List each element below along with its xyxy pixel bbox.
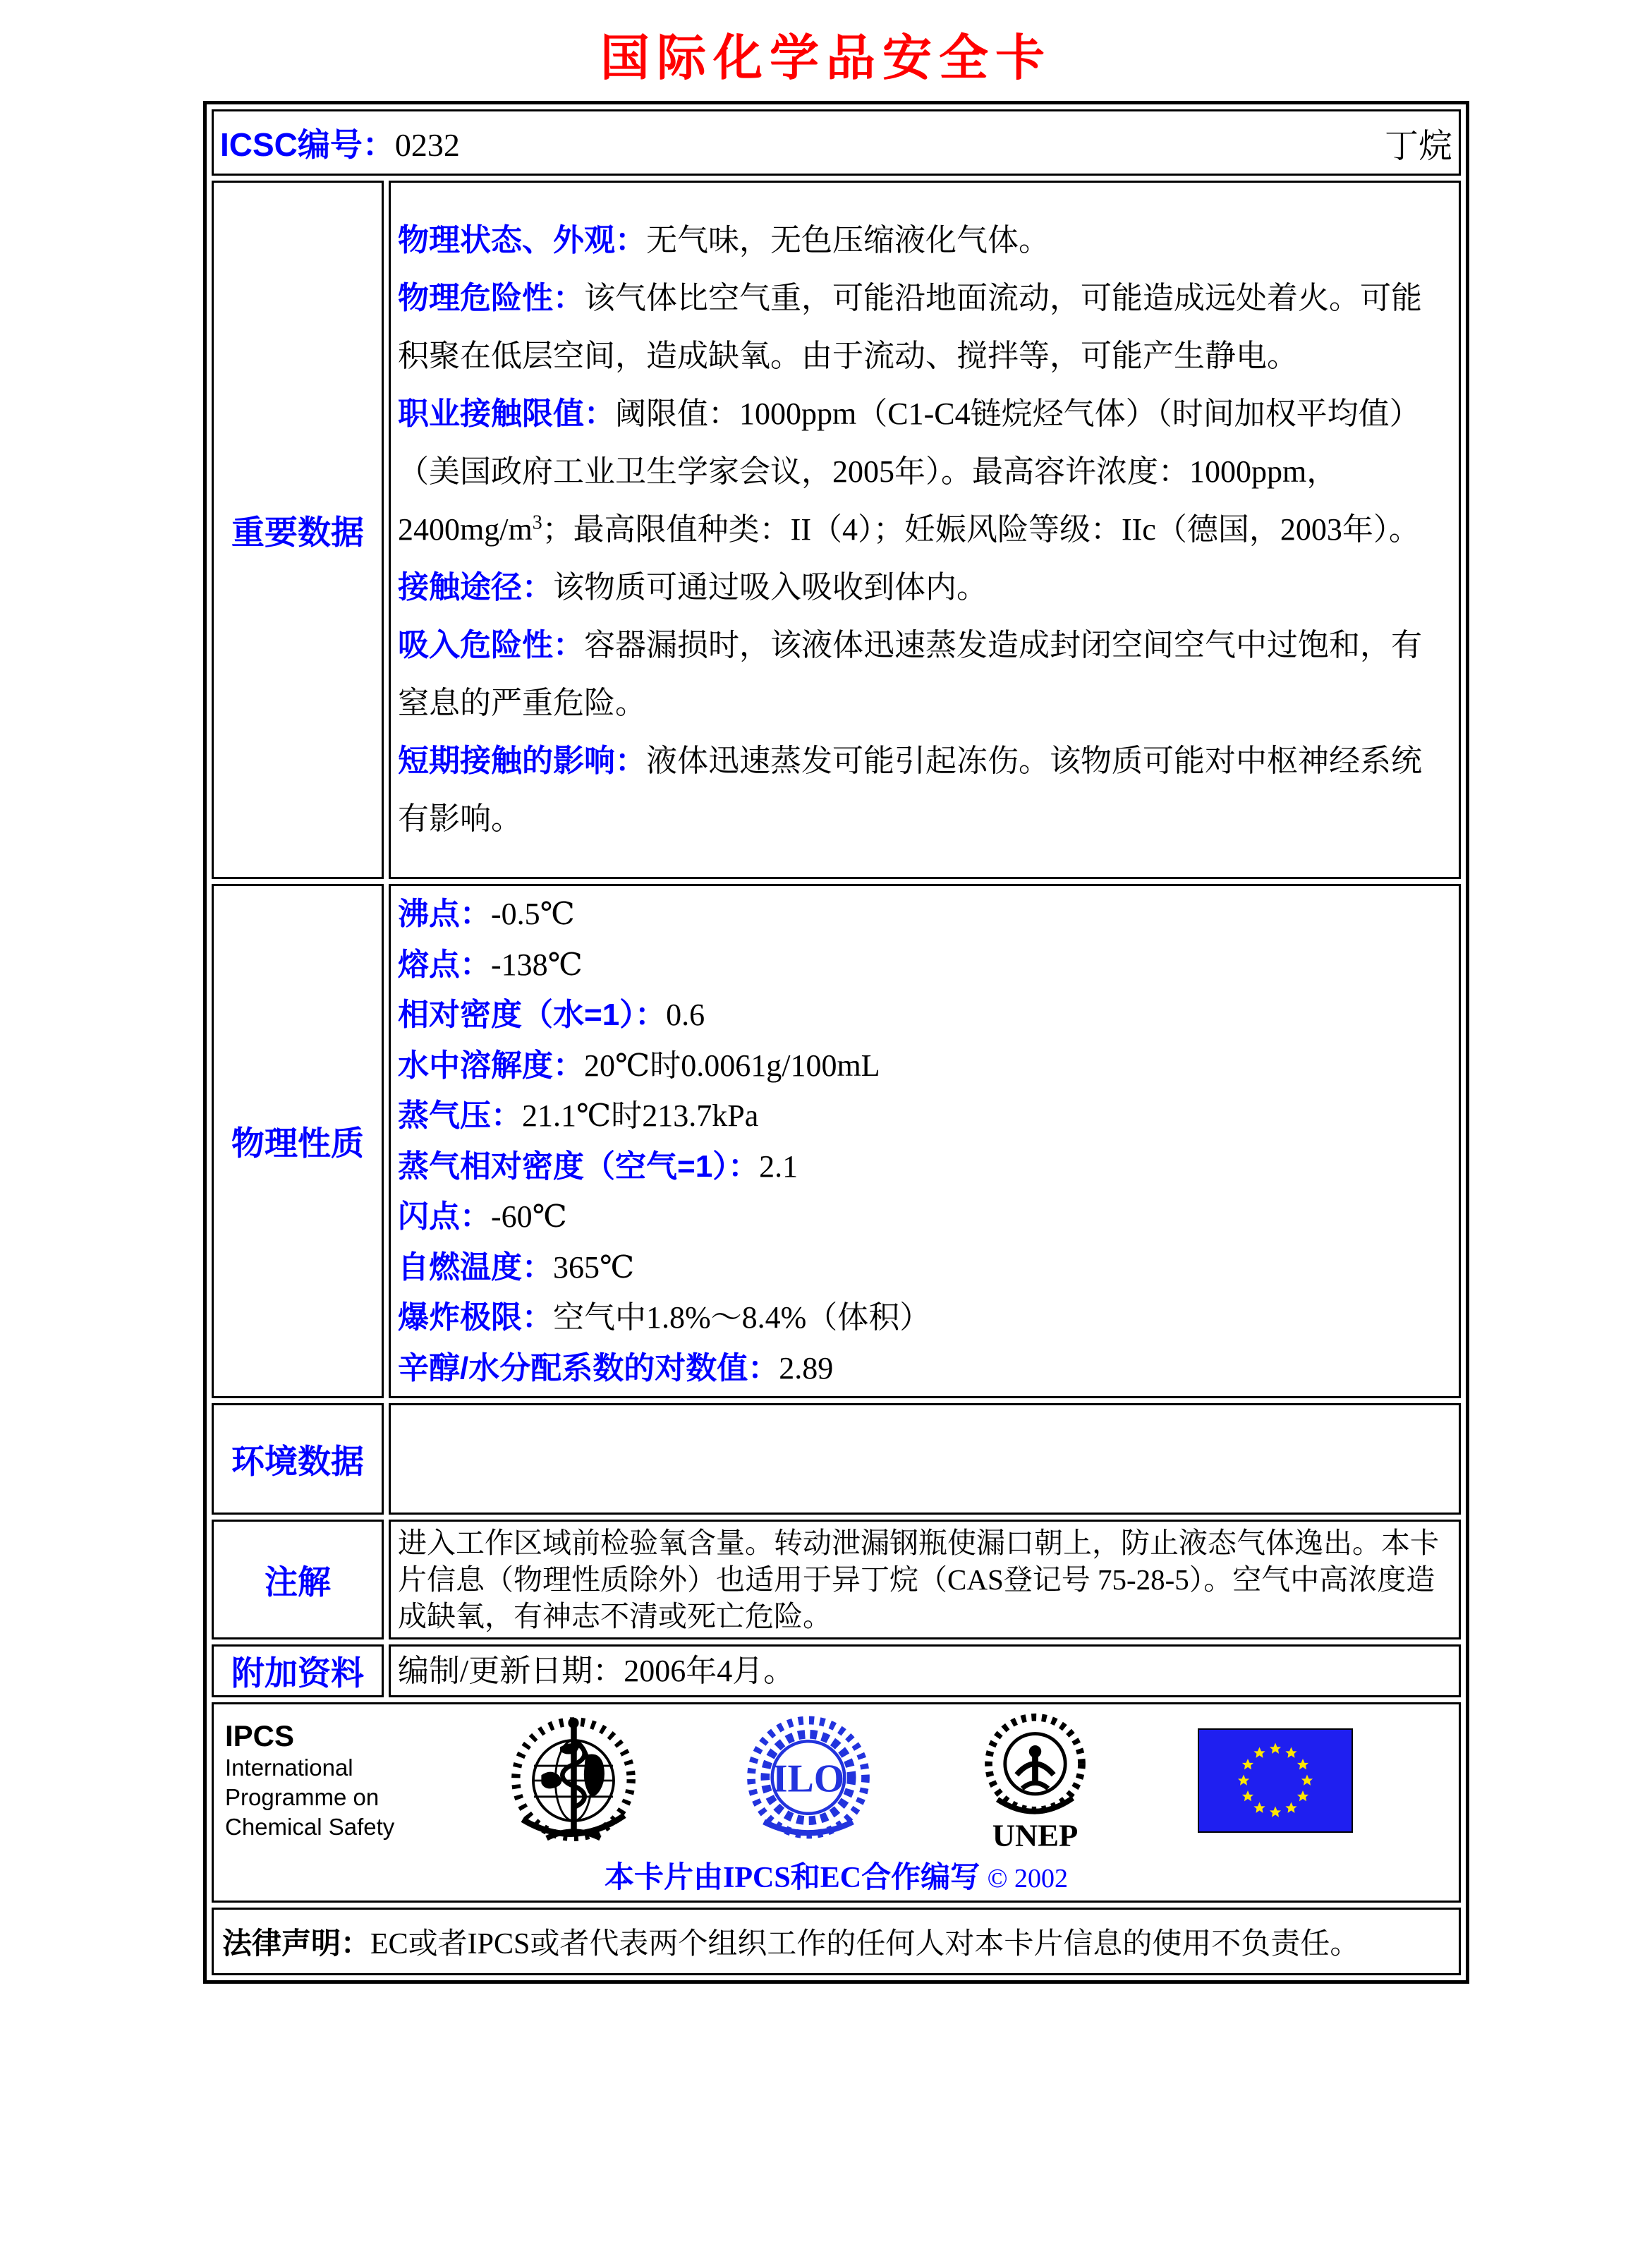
icsc-number-value: 0232 bbox=[394, 127, 460, 163]
additional-info-text: 编制/更新日期：2006年4月。 bbox=[398, 1653, 795, 1688]
item-text: 无气味，无色压缩液化气体。 bbox=[646, 223, 1050, 257]
property-melting-point bbox=[398, 940, 1452, 990]
item-text: 该气体比空气重，可能沿地面流动，可能造成远处着火。可能积聚在低层空间，造成缺氧。由于流动、搅拌等，可能产生静电。 bbox=[398, 281, 1422, 373]
property-water-solubility bbox=[398, 1041, 1452, 1091]
property-vapor-relative-density bbox=[398, 1141, 1452, 1192]
ipcs-line-2: Programme on bbox=[225, 1784, 379, 1810]
property-relative-density bbox=[398, 990, 1452, 1041]
property-octanol-water-partition bbox=[398, 1343, 1452, 1394]
property-label: 自燃温度： bbox=[398, 1249, 553, 1285]
property-autoignition-temperature bbox=[398, 1242, 1452, 1293]
item-label: 物理状态、外观： bbox=[398, 223, 646, 257]
property-value: 20℃时0.0061g/100mL bbox=[584, 1048, 880, 1083]
legal-label: 法律声明： bbox=[222, 1927, 371, 1960]
legal-cell bbox=[212, 1908, 1461, 1975]
legal-row bbox=[212, 1908, 1461, 1975]
important-item-inhalation-risk bbox=[398, 617, 1452, 732]
notes-row bbox=[212, 1520, 1461, 1639]
property-value: -0.5℃ bbox=[491, 897, 575, 931]
ipcs-line-3: Chemical Safety bbox=[225, 1814, 395, 1840]
who-logo-icon bbox=[506, 1714, 640, 1848]
notes-content bbox=[389, 1520, 1461, 1639]
property-flash-point bbox=[398, 1192, 1452, 1242]
property-label: 蒸气相对密度（空气=1）： bbox=[398, 1148, 760, 1184]
section-label-additional: 附加资料 bbox=[212, 1644, 384, 1697]
cooperation-caption bbox=[214, 1854, 1459, 1896]
cooperation-caption-text: 本卡片由IPCS和EC合作编写 bbox=[605, 1862, 980, 1894]
additional-info-content bbox=[389, 1644, 1461, 1697]
important-item-physical-danger bbox=[398, 269, 1452, 385]
page-title: 国际化学品安全卡 bbox=[600, 28, 1052, 87]
important-item-occupational-limits bbox=[398, 385, 1452, 559]
logo-strip bbox=[214, 1711, 1459, 1853]
icsc-number bbox=[220, 119, 460, 166]
icsc-number-label: ICSC编号： bbox=[220, 126, 395, 163]
icsc-card-table bbox=[203, 101, 1469, 1984]
legal-text: EC或者IPCS或者代表两个组织工作的任何人对本卡片信息的使用不负责任。 bbox=[370, 1928, 1360, 1960]
property-value: 0.6 bbox=[666, 998, 705, 1032]
property-label: 水中溶解度： bbox=[398, 1048, 584, 1083]
property-label: 辛醇/水分配系数的对数值： bbox=[398, 1350, 779, 1386]
substance-name: 丁烷 bbox=[1384, 127, 1452, 165]
section-label-notes: 注解 bbox=[212, 1520, 384, 1639]
item-text: 该物质可通过吸入吸收到体内。 bbox=[553, 570, 988, 605]
ipcs-line-1: International bbox=[225, 1754, 353, 1781]
superscript: 3 bbox=[532, 511, 542, 534]
property-value: 365℃ bbox=[553, 1249, 635, 1285]
notes-text: 进入工作区域前检验氧含量。转动泄漏钢瓶使漏口朝上，防止液态气体逸出。本卡片信息（物理性质除外）也适用于异丁烷（CAS登记号 75-28-5）。空气中高浓度造成缺氧，有神志不清或死亡危险。 bbox=[398, 1527, 1439, 1632]
copyright-text: © 2002 bbox=[987, 1864, 1068, 1893]
item-label: 吸入危险性： bbox=[398, 628, 584, 662]
important-item-exposure-routes bbox=[398, 559, 1452, 617]
unep-logo-text: UNEP bbox=[992, 1817, 1078, 1853]
item-label: 物理危险性： bbox=[398, 281, 584, 315]
section-label-physical: 物理性质 bbox=[212, 884, 384, 1398]
item-label: 接触途径： bbox=[398, 570, 553, 605]
logos-cell bbox=[212, 1702, 1461, 1903]
physical-properties-content bbox=[389, 884, 1461, 1398]
property-label: 闪点： bbox=[398, 1199, 491, 1234]
property-value: 2.1 bbox=[759, 1148, 798, 1184]
item-text: ；最高限值种类：II（4）；妊娠风险等级：IIc（德国，2003年）。 bbox=[542, 512, 1420, 547]
property-value: 2.89 bbox=[779, 1350, 834, 1386]
property-value: 21.1℃时213.7kPa bbox=[522, 1098, 759, 1133]
property-boiling-point bbox=[398, 889, 1452, 940]
item-text: 液体迅速蒸发可能引起冻伤。该物质可能对中枢神经系统有影响。 bbox=[398, 744, 1422, 836]
property-vapor-pressure bbox=[398, 1091, 1452, 1141]
property-explosive-limits bbox=[398, 1292, 1452, 1343]
property-label: 相对密度（水=1）： bbox=[398, 998, 667, 1032]
logos-row bbox=[212, 1702, 1461, 1903]
important-data-content bbox=[389, 181, 1461, 879]
property-label: 蒸气压： bbox=[398, 1098, 522, 1133]
environmental-data-row bbox=[212, 1403, 1461, 1515]
property-label: 熔点： bbox=[398, 947, 491, 982]
header-cell bbox=[212, 109, 1461, 176]
environmental-data-content bbox=[389, 1403, 1461, 1515]
property-value: 空气中1.8%～8.4%（体积） bbox=[553, 1300, 931, 1335]
ipcs-text-block bbox=[225, 1719, 401, 1842]
section-label-environment: 环境数据 bbox=[212, 1403, 384, 1515]
additional-info-row bbox=[212, 1644, 1461, 1697]
ilo-logo-text: ILO bbox=[772, 1757, 845, 1801]
physical-properties-row bbox=[212, 884, 1461, 1398]
section-label-important: 重要数据 bbox=[212, 181, 384, 879]
header-row bbox=[212, 109, 1461, 176]
important-item-physical-state bbox=[398, 212, 1452, 269]
ipcs-acronym: IPCS bbox=[225, 1719, 295, 1752]
property-value: -138℃ bbox=[491, 947, 583, 982]
item-label: 短期接触的影响： bbox=[398, 744, 646, 778]
unep-logo-icon bbox=[977, 1709, 1093, 1853]
property-label: 爆炸极限： bbox=[398, 1300, 553, 1335]
ilo-logo-icon bbox=[745, 1714, 872, 1848]
property-value: -60℃ bbox=[491, 1199, 567, 1234]
property-label: 沸点： bbox=[398, 897, 491, 931]
important-item-short-term-effects bbox=[398, 732, 1452, 848]
item-text: 阈限值：1000ppm（C1-C4链烷烃气体）（时间加权平均值）（美国政府工业卫生学家会议，2005年）。最高容许浓度：1000ppm，2400mg/m bbox=[398, 396, 1421, 547]
item-label: 职业接触限值： bbox=[398, 396, 615, 431]
eu-flag-icon bbox=[1198, 1728, 1353, 1833]
important-data-row bbox=[212, 181, 1461, 879]
item-text: 容器漏损时，该液体迅速蒸发造成封闭空间空气中过饱和，有窒息的严重危险。 bbox=[398, 628, 1422, 720]
